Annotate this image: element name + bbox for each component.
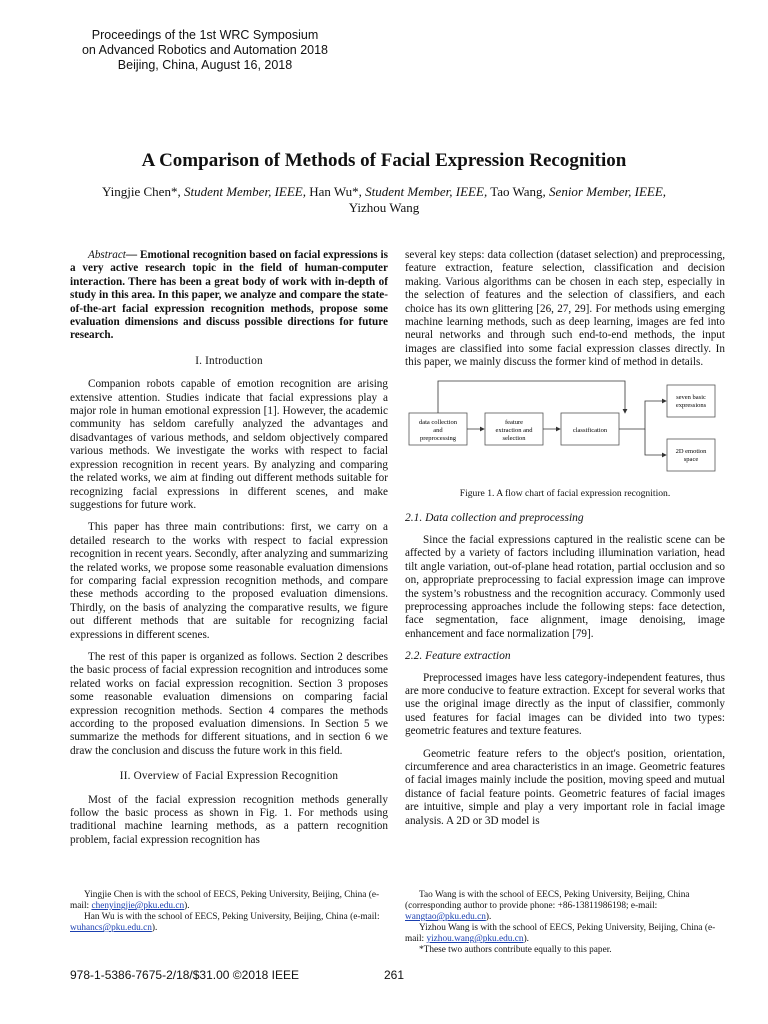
author-2: Han Wu*, bbox=[309, 184, 362, 199]
footnote-chen-end: ). bbox=[184, 901, 190, 911]
footnote-wu-end: ). bbox=[151, 923, 158, 933]
abstract bbox=[70, 249, 388, 343]
arrow-to-2d bbox=[645, 429, 666, 455]
right-column bbox=[405, 249, 725, 837]
footnote-wang-yizhou bbox=[405, 923, 725, 945]
flow-chart bbox=[405, 379, 725, 477]
footnote-wang-tao-end: ). bbox=[485, 912, 492, 922]
section-heading-introduction: I. Introduction bbox=[195, 354, 263, 367]
author-1-role: Student Member, IEEE, bbox=[183, 184, 306, 199]
box2-line3: selection bbox=[502, 434, 526, 442]
paper-title: A Comparison of Methods of Facial Expression Recognition bbox=[141, 150, 627, 171]
email-link-wang-yizhou[interactable]: yizhou.wang@pku.edu.cn bbox=[426, 934, 524, 944]
footnote-wang-yizhou-text: Yizhou Wang is with the school of EECS, Peking University, Beijing, China (e-mail: bbox=[405, 923, 716, 944]
box-seven-basic-expressions bbox=[667, 385, 715, 417]
footnote-wu bbox=[70, 912, 388, 934]
paragraph-2-2-a: Preprocessed images have less category-independent features, thus are more conducive to feature extraction. Except for several works that use the original image directly as the input of classifier, commonly used features for facial images can be divided into two types: geometric features and texture features. bbox=[405, 671, 725, 738]
footnote-wang-yizhou-end: ). bbox=[523, 934, 529, 944]
abstract-text: Emotional recognition based on facial expressions is a very active research topic in the field of human-computer interaction. There has been a great body of work with in-depth of study in this area. In this paper, we analyze and compare the state-of-the-art facial expression recognition methods, propose some evaluation dimensions and discuss possible directions for future research. bbox=[70, 249, 388, 342]
author-4: Yizhou Wang bbox=[348, 200, 420, 215]
footnote-chen-text: Yingjie Chen is with the school of EECS, Peking University, Beijing, China (e-mail: bbox=[70, 890, 380, 911]
box-2d-emotion-space bbox=[667, 439, 715, 471]
subsection-heading-2-2: 2.2. Feature extraction bbox=[405, 650, 511, 663]
subsection-heading-2-1: 2.1. Data collection and preprocessing bbox=[405, 512, 584, 525]
box5-line2: space bbox=[683, 455, 699, 463]
author-3-role: Senior Member, IEEE, bbox=[549, 184, 667, 199]
footer-page-number: 261 bbox=[384, 968, 405, 982]
box5-line1: 2D emotion bbox=[675, 447, 707, 455]
box1-line2: and bbox=[433, 426, 443, 434]
author-list bbox=[100, 184, 668, 216]
abstract-label: Abstract bbox=[88, 249, 126, 261]
section-heading-overview: II. Overview of Facial Expression Recognition bbox=[119, 770, 339, 783]
footnote-wu-text: Han Wu is with the school of EECS, Peking University, Beijing, China (e-mail: bbox=[84, 912, 380, 922]
arrow-to-seven bbox=[619, 401, 666, 429]
box1-line3: preprocessing bbox=[419, 434, 457, 442]
conference-header bbox=[0, 28, 410, 73]
paragraph-2-1: Since the facial expressions captured in the realistic scene can be affected by a variety of factors including illumination variation, head tilt angle variation, out-of-plane head rotation, partial occlusion and so on, appropriate preprocessing to facial expression image can improve the system’s robustness and the recognition accuracy. Commonly used preprocessing approaches include the following steps: face detection, face segmentation, face alignment, image denoising, image enhancement and face normalization [79]. bbox=[405, 533, 725, 640]
email-link-wang-tao[interactable]: wangtao@pku.edu.cn bbox=[405, 912, 486, 922]
footer-isbn: 978-1-5386-7675-2/18/$31.00 ©2018 IEEE bbox=[70, 968, 300, 982]
left-column bbox=[70, 249, 388, 856]
box1-line1: data collection bbox=[418, 418, 458, 426]
footnote-chen bbox=[70, 890, 388, 912]
footnote-equal-contribution: *These two authors contribute equally to this paper. bbox=[419, 945, 612, 955]
figure-1 bbox=[405, 379, 725, 501]
author-3: Tao Wang, bbox=[490, 184, 546, 199]
footnote-wang-tao bbox=[405, 890, 725, 923]
right-footnotes bbox=[405, 890, 725, 956]
box4-line1: seven basic bbox=[676, 393, 706, 401]
box3-line1: classification bbox=[572, 426, 608, 434]
box2-line2: extraction and bbox=[495, 426, 533, 434]
paragraph-2-2-b: Geometric feature refers to the object's position, orientation, circumference and area characteristics in an image. Geometric features of facial images mainly include the position, moving speed and mutual distance of facial feature points. Geometric features of facial images are intuitive, simple and play a very important role in facial image analysis. A 2D or 3D model is bbox=[405, 747, 725, 827]
arrow-bypass bbox=[438, 381, 625, 413]
box4-line2: expressions bbox=[675, 401, 707, 409]
intro-paragraph-1: Companion robots capable of emotion recognition are arising extensive attention. Studies indicate that facial expressions play a major role in human emotional expression [1]. However, the academic community has seldom carefully analyzed the advantages and disadvantages of various methods, and seldom objectively compared various methods. We investigate the works with respect to facial expression recognition in recent years. By analyzing and comparing the related works, we aim at finding out different methods suitable for recognizing facial expressions in different scenes, and make suggestions for future work. bbox=[70, 378, 388, 511]
author-2-role: Student Member, IEEE, bbox=[365, 184, 488, 199]
overview-paragraph-1: Most of the facial expression recognition methods generally follow the basic process as shown in Fig. 1. For methods using traditional machine learning methods, as a pattern recognition problem, facial expression recognition has bbox=[70, 793, 388, 846]
left-footnotes bbox=[70, 890, 388, 934]
email-link-wu[interactable]: wuhancs@pku.edu.cn bbox=[70, 923, 152, 933]
conference-line-2: on Advanced Robotics and Automation 2018 bbox=[81, 43, 328, 57]
conference-line-3: Beijing, China, August 16, 2018 bbox=[117, 58, 293, 72]
footnote-wang-tao-text: Tao Wang is with the school of EECS, Peking University, Beijing, China (corresponding author to provide phone: +86-13811986198; e-mail: bbox=[405, 890, 690, 911]
abstract-dash: — bbox=[125, 249, 140, 261]
author-1: Yingjie Chen*, bbox=[101, 184, 181, 199]
figure-caption: Figure 1. A flow chart of facial expression recognition. bbox=[459, 488, 671, 500]
intro-paragraph-3: The rest of this paper is organized as follows. Section 2 describes the basic process of facial expression recognition and introduces some related works on facial expression recognition. Section 3 proposes some reasonable evaluation dimensions on comparing facial expression recognition methods. Section 4 compares the methods according to the proposed evaluation dimensions. In Section 5 we summarize the methods for different situations, and in section 6 we draw the conclusion and discuss the future work in this field. bbox=[70, 650, 388, 757]
right-paragraph-1: several key steps: data collection (dataset selection) and preprocessing, feature extraction, feature selection, classification and decision making. Various algorithms can be chosen in each step, especially in the selection of features and the selection of classifiers, and each choice has its own glittering [26, 27, 29]. For methods using emerging machine learning methods, such as deep learning, images are fed into neural networks and through such end-to-end methods, the input images are classified into some facial expression classes directly. In this paper, we mainly discuss the former kind of method in details. bbox=[405, 249, 725, 369]
email-link-chen[interactable]: chenyingjie@pku.edu.cn bbox=[91, 901, 185, 911]
conference-line-1: Proceedings of the 1st WRC Symposium bbox=[91, 28, 319, 42]
intro-paragraph-2: This paper has three main contributions: first, we carry on a detailed research to the works with respect to facial expression recognition in recent years. Secondly, after analyzing and summarizing the related works, we propose some reasonable evaluation dimensions for comparing facial expression recognition methods, and compare these methods according to the proposed evaluation dimensions. Thirdly, on the basis of analyzing the comparative results, we figure out different methods that are suitable for recognizing facial expressions in different scenes. bbox=[70, 521, 389, 641]
box2-line1: feature bbox=[504, 418, 524, 426]
